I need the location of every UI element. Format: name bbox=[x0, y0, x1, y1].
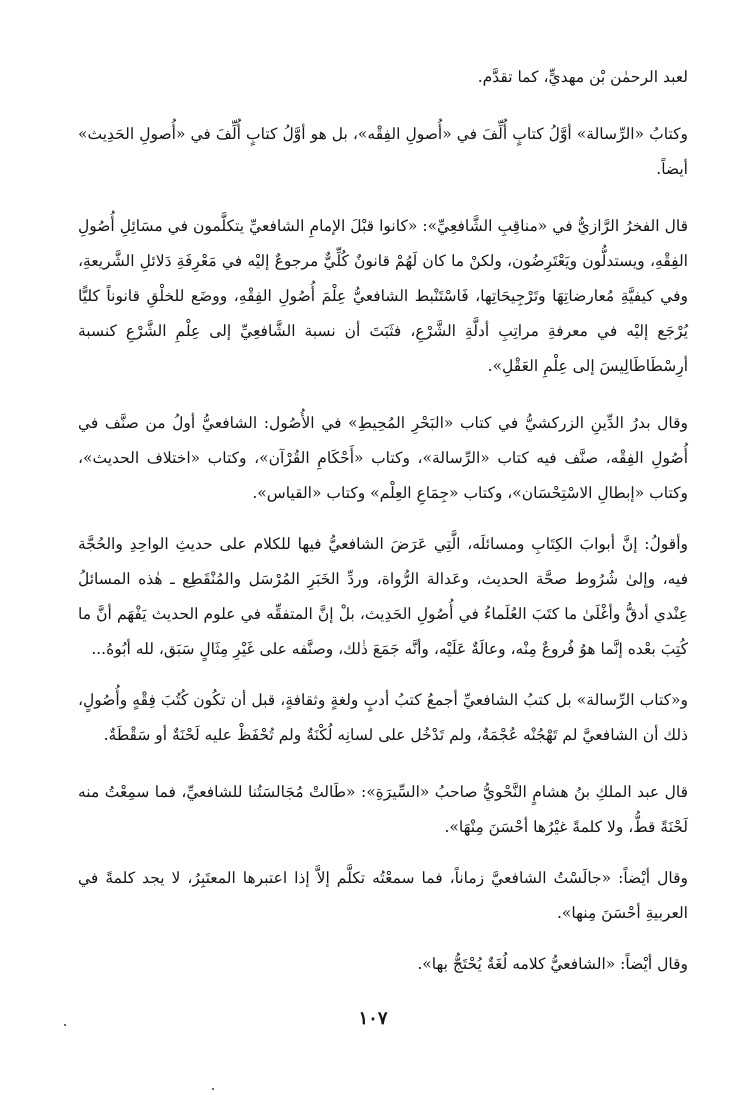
scan-speck bbox=[212, 1088, 214, 1090]
paragraph-5: وأقولُ: إنَّ أبوابَ الكِتَابِ ومسائلَه، الَّتِي عَرَضَ الشافعيُّ فيها للكلام على حديثِ الواحِدِ والحُجَّة فيه، وإلىٰ شُرُوط صحَّة الحديث، وعَدالة الرُّواة، وردِّ الخَبَرِ المُرْسَل والمُنْقَطِع ـ هٰذه المسائلُ عِنْدي أدقُّ وأغْلَىٰ ما كتَبَ العُلَماءُ في أُصُولِ الحَدِيث، بلْ إنَّ المتفقِّه في علوم الحديث يَفْهَم أنَّ ما كُتِبَ بعْده إنَّما هوُ فُروعٌ مِنْه، وعالَةٌ عَلَيْه، وأنَّه جَمَعَ ذٰلك، وصنَّفه على غَيْرِ مِثَالٍ سَبَق، لله أبُوهُ... bbox=[78, 535, 688, 658]
paragraph-2: وكتابُ «الرِّسالة» أوَّلُ كتابٍ أُلِّفَ في «أُصولِ الفِقْه»، بل هو أوَّلُ كتابٍ أُلِّفَ في «أُصولِ الحَدِيث» أيضاً. bbox=[78, 125, 688, 178]
scan-speck bbox=[64, 1024, 66, 1026]
page-number: ١٠٧ bbox=[358, 1008, 388, 1029]
paragraph-7: قال عبد الملكِ بنُ هشامٍ النَّحْويُّ صاحبُ «السِّيرَةِ»: «طَالتْ مُجَالسَتُنا للشافعيِّ، فما سمِعْتُ منه لَحْنَةً قطُّ، ولا كلمةً غيْرُها أحْسَنَ مِنْهَا». bbox=[78, 783, 688, 836]
page-body-text bbox=[78, 60, 688, 982]
paragraph-6: و«كتاب الرِّسالة» بل كتبُ الشافعيِّ أجمعُ كتبُ أدبٍ ولغةٍ وثقافةٍ، قبل أن تكُون كُتُبَ فِقْهٍ وأُصُولٍ، ذلك أن الشافعيَّ لم تَهْجُنْه عُجْمَةٌ، ولم تَدْخُل على لسانِه لُكْنَةٌ ولم تُحْفَظْ عليه لَحْنَةٌ أو سَقْطَةٌ. bbox=[78, 691, 688, 744]
paragraph-8: وقال أيْضاً: «جالَسْتُ الشافعيَّ زماناً، فما سمعْتُه تكلَّم إلاَّ إذا اعتبرها المعتَبِرُ، لا يجد كلمةً في العربيةِ أحْسَنَ مِنها». bbox=[78, 869, 688, 922]
paragraph-3: قال الفخرُ الرَّازيُّ في «مناقِبِ الشَّافعِيِّ»: «كانوا قبْلَ الإمامِ الشافعيِّ يتكلَّمون في مسَائِلِ أُصُولِ الفِقْهِ، ويستدلُّون ويَعْتَرِضُون، ولكنْ ما كان لَهُمْ قانونٌ كُلِّيٌّ مرجوعٌ إليْه في مَعْرِفَةِ دَلائلِ الشَّريعةِ، وفي كيفيَّةِ مُعارضاتِهَا وتَرْجِيحَاتِها، فَاسْتَنْبط الشافعيُّ عِلْمَ أُصُولِ الفِقْهِ، ووضَع للخلْقِ قانوناً كليًّا يُرْجَع إليْه في معرفةِ مراتِبِ أدلَّةِ الشَّرْعِ، فثَبَتَ أن نسبة الشَّافعِيِّ إلى عِلْمِ الشَّرْعِ كنسبة أرِسْطَاطَالِيسَ إلى عِلْمِ العَقْلِ». bbox=[78, 217, 688, 375]
paragraph-4: وقال بدرُ الدِّينِ الزركشيُّ في كتاب «البَحْرِ المُحِيطِ» في الأُصُول: الشافعيُّ أولُ من صنَّف في أُصُولِ الفِقْه، صنَّف فيه كتاب «الرِّسالة»، وكتاب «أَحْكَامِ القُرْآن»، وكتاب «اختلاف الحديث»، وكتاب «إبطالِ الاسْتِحْسَان»، وكتاب «جِمَاعِ العِلْم» وكتاب «القياس». bbox=[78, 414, 688, 502]
paragraph-9: وقال أيْضاً: «الشافعيُّ كلامه لُغَةٌ يُحْتَجُّ بها». bbox=[417, 955, 688, 973]
paragraph-1: لعبد الرحمٰن بْن مهديٍّ، كما تقدَّم. bbox=[477, 68, 688, 86]
